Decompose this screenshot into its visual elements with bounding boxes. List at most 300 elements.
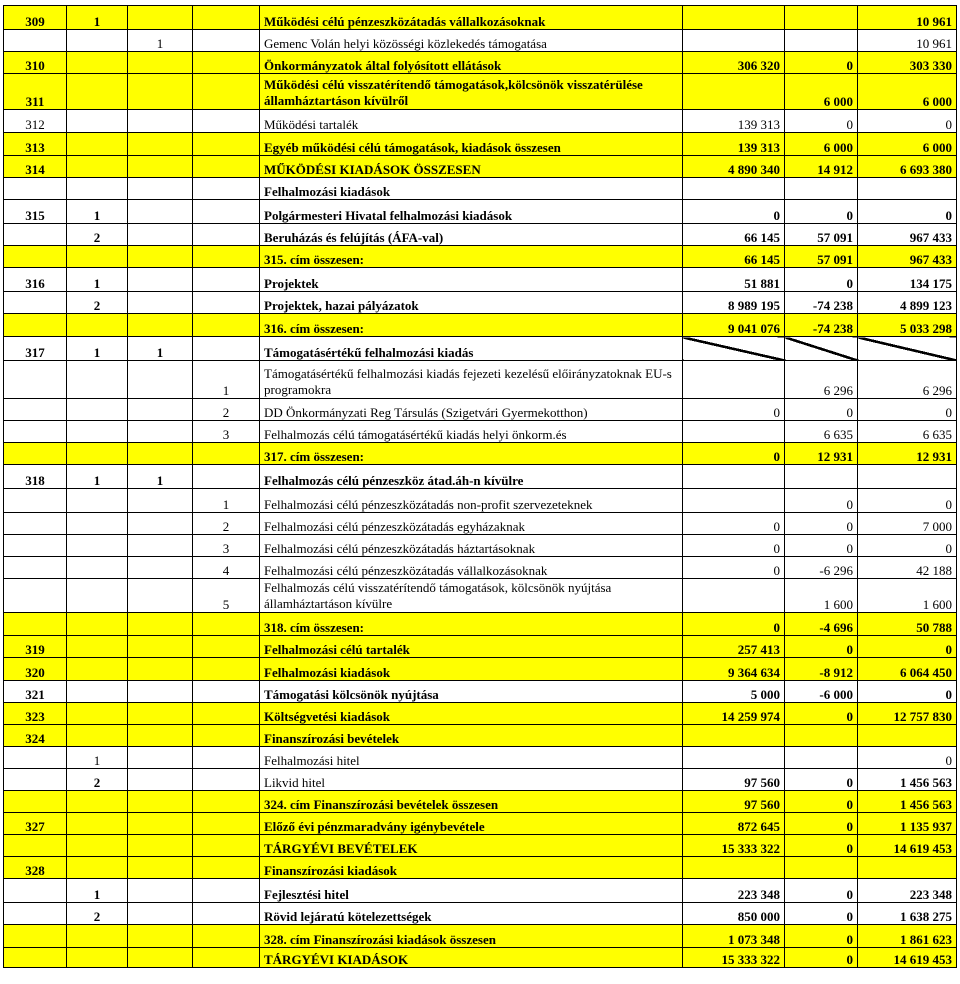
value3-cell: 134 175	[858, 268, 957, 292]
value1-cell: 14 259 974	[683, 703, 785, 725]
value2-cell: 6 000	[785, 74, 858, 110]
label-cell: Felhalmozás célú pénzeszköz átad.áh-n kívülre	[260, 465, 683, 489]
value2-cell: 0	[785, 535, 858, 557]
sub3-cell: 4	[193, 557, 260, 579]
sub1-cell	[67, 579, 128, 613]
value2-cell: 0	[785, 513, 858, 535]
value1-cell	[683, 465, 785, 489]
sub1-cell	[67, 399, 128, 421]
code-cell	[4, 246, 67, 268]
value3-cell: 0	[858, 200, 957, 224]
sub3-cell	[193, 835, 260, 857]
value1-cell: 4 890 340	[683, 156, 785, 178]
table-row	[4, 110, 957, 133]
sub1-cell	[67, 178, 128, 200]
sub1-cell	[67, 74, 128, 110]
sub1-cell	[67, 658, 128, 681]
sub1-cell	[67, 703, 128, 725]
value3-cell	[858, 337, 957, 361]
sub1-cell	[67, 52, 128, 74]
value1-cell	[683, 725, 785, 747]
sub1-cell	[67, 110, 128, 133]
code-cell: 323	[4, 703, 67, 725]
table-row	[4, 6, 957, 30]
code-cell: 313	[4, 133, 67, 156]
value3-cell: 967 433	[858, 224, 957, 246]
label-cell: Fejlesztési hitel	[260, 879, 683, 903]
label-cell: Felhalmozási célú tartalék	[260, 636, 683, 658]
value2-cell	[785, 337, 858, 361]
value1-cell: 66 145	[683, 246, 785, 268]
sub3-cell	[193, 133, 260, 156]
value2-cell: -74 238	[785, 292, 858, 314]
sub3-cell	[193, 465, 260, 489]
sub3-cell	[193, 769, 260, 791]
code-cell	[4, 579, 67, 613]
value3-cell: 0	[858, 399, 957, 421]
value1-cell: 139 313	[683, 133, 785, 156]
sub3-cell	[193, 52, 260, 74]
code-cell: 328	[4, 857, 67, 879]
sub3-cell	[193, 314, 260, 337]
label-cell: 317. cím összesen:	[260, 443, 683, 465]
value3-cell: 303 330	[858, 52, 957, 74]
label-cell: Működési célú pénzeszközátadás vállalkozásoknak	[260, 6, 683, 30]
value2-cell: 6 296	[785, 361, 858, 399]
value3-cell: 0	[858, 489, 957, 513]
sub3-cell	[193, 443, 260, 465]
sub3-cell: 1	[193, 489, 260, 513]
value1-cell: 1 073 348	[683, 925, 785, 948]
label-cell: Felhalmozás célú támogatásértékű kiadás helyi önkorm.és	[260, 421, 683, 443]
sub1-cell	[67, 681, 128, 703]
label-cell: Felhalmozási célú pénzeszközátadás vállalkozásoknak	[260, 557, 683, 579]
value1-cell: 306 320	[683, 52, 785, 74]
value3-cell: 1 638 275	[858, 903, 957, 925]
table-row	[4, 658, 957, 681]
sub3-cell	[193, 791, 260, 813]
label-cell: 315. cím összesen:	[260, 246, 683, 268]
value3-cell	[858, 857, 957, 879]
value3-cell: 12 757 830	[858, 703, 957, 725]
sub3-cell	[193, 658, 260, 681]
budget-table-body	[4, 6, 957, 968]
code-cell	[4, 178, 67, 200]
table-row	[4, 399, 957, 421]
value3-cell: 1 861 623	[858, 925, 957, 948]
value3-cell: 14 619 453	[858, 835, 957, 857]
value1-cell: 0	[683, 513, 785, 535]
value1-cell: 15 333 322	[683, 948, 785, 968]
label-cell: Finanszírozási kiadások	[260, 857, 683, 879]
code-cell	[4, 513, 67, 535]
sub3-cell	[193, 636, 260, 658]
code-cell	[4, 292, 67, 314]
sub3-cell	[193, 703, 260, 725]
label-cell: Működési célú visszatérítendő támogatások,kölcsönök visszatérülése államháztartáson kívülről	[260, 74, 683, 110]
sub1-cell: 2	[67, 903, 128, 925]
code-cell	[4, 314, 67, 337]
table-row	[4, 835, 957, 857]
sub3-cell	[193, 246, 260, 268]
sub1-cell: 2	[67, 769, 128, 791]
label-cell: Támogatási kölcsönök nyújtása	[260, 681, 683, 703]
sub1-cell	[67, 925, 128, 948]
sub1-cell	[67, 133, 128, 156]
sub1-cell	[67, 361, 128, 399]
value3-cell	[858, 725, 957, 747]
table-row	[4, 489, 957, 513]
sub3-cell	[193, 948, 260, 968]
sub2-cell	[128, 224, 193, 246]
table-row	[4, 925, 957, 948]
sub2-cell	[128, 703, 193, 725]
value1-cell	[683, 178, 785, 200]
value1-cell	[683, 337, 785, 361]
sub2-cell	[128, 489, 193, 513]
value2-cell: -8 912	[785, 658, 858, 681]
sub2-cell	[128, 903, 193, 925]
value2-cell: 12 931	[785, 443, 858, 465]
value1-cell: 15 333 322	[683, 835, 785, 857]
code-cell	[4, 925, 67, 948]
sub1-cell	[67, 857, 128, 879]
sub1-cell	[67, 835, 128, 857]
value3-cell: 967 433	[858, 246, 957, 268]
value1-cell	[683, 489, 785, 513]
label-cell: TÁRGYÉVI KIADÁSOK	[260, 948, 683, 968]
table-row	[4, 791, 957, 813]
value1-cell: 850 000	[683, 903, 785, 925]
value2-cell	[785, 747, 858, 769]
label-cell: 324. cím Finanszírozási bevételek összesen	[260, 791, 683, 813]
sub1-cell	[67, 443, 128, 465]
table-row	[4, 224, 957, 246]
table-row	[4, 725, 957, 747]
table-row	[4, 133, 957, 156]
sub2-cell	[128, 535, 193, 557]
sub2-cell	[128, 133, 193, 156]
sub1-cell: 1	[67, 879, 128, 903]
label-cell: Előző évi pénzmaradvány igénybevétele	[260, 813, 683, 835]
label-cell: DD Önkormányzati Reg Társulás (Szigetvári Gyermekotthon)	[260, 399, 683, 421]
sub1-cell	[67, 791, 128, 813]
budget-table	[3, 5, 957, 968]
label-cell: 328. cím Finanszírozási kiadások összesen	[260, 925, 683, 948]
value2-cell	[785, 725, 858, 747]
sub3-cell	[193, 925, 260, 948]
sub2-cell	[128, 925, 193, 948]
value2-cell: -6 296	[785, 557, 858, 579]
code-cell	[4, 769, 67, 791]
table-row	[4, 421, 957, 443]
value3-cell: 5 033 298	[858, 314, 957, 337]
sub2-cell	[128, 443, 193, 465]
code-cell	[4, 399, 67, 421]
table-row	[4, 246, 957, 268]
sub2-cell	[128, 74, 193, 110]
sub3-cell	[193, 725, 260, 747]
sub2-cell	[128, 747, 193, 769]
code-cell	[4, 489, 67, 513]
value3-cell: 42 188	[858, 557, 957, 579]
code-cell	[4, 443, 67, 465]
sub1-cell	[67, 636, 128, 658]
value3-cell: 6 635	[858, 421, 957, 443]
value1-cell: 97 560	[683, 769, 785, 791]
table-row	[4, 903, 957, 925]
value1-cell: 223 348	[683, 879, 785, 903]
code-cell	[4, 421, 67, 443]
sub3-cell	[193, 857, 260, 879]
table-row	[4, 156, 957, 178]
value2-cell: 0	[785, 948, 858, 968]
value2-cell: 0	[785, 813, 858, 835]
table-row	[4, 292, 957, 314]
sub2-cell	[128, 879, 193, 903]
sub2-cell	[128, 948, 193, 968]
value2-cell	[785, 465, 858, 489]
value3-cell: 1 456 563	[858, 791, 957, 813]
value3-cell: 6 296	[858, 361, 957, 399]
value2-cell: 6 635	[785, 421, 858, 443]
label-cell: Felhalmozási célú pénzeszközátadás egyházaknak	[260, 513, 683, 535]
code-cell: 315	[4, 200, 67, 224]
value3-cell: 4 899 123	[858, 292, 957, 314]
value1-cell: 8 989 195	[683, 292, 785, 314]
value3-cell	[858, 465, 957, 489]
code-cell	[4, 557, 67, 579]
sub2-cell: 1	[128, 30, 193, 52]
value2-cell: 0	[785, 200, 858, 224]
code-cell	[4, 747, 67, 769]
value1-cell: 0	[683, 613, 785, 636]
code-cell	[4, 791, 67, 813]
value2-cell: 14 912	[785, 156, 858, 178]
sub3-cell	[193, 224, 260, 246]
sub3-cell	[193, 200, 260, 224]
label-cell: Projektek, hazai pályázatok	[260, 292, 683, 314]
sub2-cell	[128, 813, 193, 835]
table-row	[4, 681, 957, 703]
sub3-cell	[193, 30, 260, 52]
code-cell	[4, 835, 67, 857]
value1-cell	[683, 74, 785, 110]
sub3-cell	[193, 613, 260, 636]
code-cell	[4, 361, 67, 399]
sub2-cell	[128, 399, 193, 421]
sub2-cell	[128, 513, 193, 535]
label-cell: Polgármesteri Hivatal felhalmozási kiadások	[260, 200, 683, 224]
table-row	[4, 268, 957, 292]
value1-cell: 139 313	[683, 110, 785, 133]
value1-cell: 97 560	[683, 791, 785, 813]
value1-cell	[683, 421, 785, 443]
label-cell: Működési tartalék	[260, 110, 683, 133]
sub3-cell: 2	[193, 513, 260, 535]
sub1-cell: 1	[67, 465, 128, 489]
value3-cell: 1 456 563	[858, 769, 957, 791]
sub1-cell: 2	[67, 224, 128, 246]
label-cell: Beruházás és felújítás (ÁFA-val)	[260, 224, 683, 246]
value2-cell	[785, 178, 858, 200]
sub2-cell	[128, 636, 193, 658]
label-cell: Projektek	[260, 268, 683, 292]
sub3-cell	[193, 6, 260, 30]
value3-cell: 1 600	[858, 579, 957, 613]
value1-cell: 51 881	[683, 268, 785, 292]
value1-cell: 0	[683, 443, 785, 465]
value3-cell: 0	[858, 110, 957, 133]
table-row	[4, 314, 957, 337]
value2-cell: 0	[785, 879, 858, 903]
code-cell	[4, 30, 67, 52]
code-cell: 317	[4, 337, 67, 361]
table-row	[4, 465, 957, 489]
value1-cell: 66 145	[683, 224, 785, 246]
sub1-cell	[67, 156, 128, 178]
sub1-cell	[67, 246, 128, 268]
table-row	[4, 513, 957, 535]
label-cell: Támogatásértékű felhalmozási kiadás fejezeti kezelésű előirányzatoknak EU-s programokra	[260, 361, 683, 399]
value2-cell: 57 091	[785, 224, 858, 246]
value2-cell	[785, 30, 858, 52]
sub1-cell: 1	[67, 6, 128, 30]
value1-cell: 5 000	[683, 681, 785, 703]
label-cell: Rövid lejáratú kötelezettségek	[260, 903, 683, 925]
value2-cell: 0	[785, 52, 858, 74]
value3-cell: 1 135 937	[858, 813, 957, 835]
value2-cell: -6 000	[785, 681, 858, 703]
value2-cell	[785, 6, 858, 30]
sub3-cell	[193, 110, 260, 133]
table-row	[4, 813, 957, 835]
value2-cell: 0	[785, 110, 858, 133]
sub2-cell	[128, 579, 193, 613]
value3-cell: 7 000	[858, 513, 957, 535]
value2-cell: -74 238	[785, 314, 858, 337]
sub3-cell	[193, 292, 260, 314]
sub2-cell	[128, 857, 193, 879]
sub1-cell	[67, 30, 128, 52]
value3-cell: 12 931	[858, 443, 957, 465]
sub2-cell	[128, 268, 193, 292]
value1-cell: 9 041 076	[683, 314, 785, 337]
label-cell: 316. cím összesen:	[260, 314, 683, 337]
sub3-cell	[193, 903, 260, 925]
code-cell: 311	[4, 74, 67, 110]
value1-cell: 872 645	[683, 813, 785, 835]
sub1-cell: 1	[67, 200, 128, 224]
table-row	[4, 579, 957, 613]
value3-cell: 0	[858, 681, 957, 703]
sub2-cell	[128, 246, 193, 268]
table-row	[4, 535, 957, 557]
table-row	[4, 30, 957, 52]
label-cell: Egyéb működési célú támogatások, kiadások összesen	[260, 133, 683, 156]
sub2-cell	[128, 791, 193, 813]
value1-cell: 0	[683, 200, 785, 224]
value3-cell	[858, 178, 957, 200]
code-cell: 318	[4, 465, 67, 489]
sub1-cell	[67, 513, 128, 535]
sub2-cell	[128, 557, 193, 579]
value2-cell: 0	[785, 399, 858, 421]
sub3-cell	[193, 74, 260, 110]
sub2-cell	[128, 314, 193, 337]
value2-cell: 0	[785, 268, 858, 292]
sub2-cell	[128, 725, 193, 747]
sub3-cell	[193, 337, 260, 361]
sub1-cell	[67, 489, 128, 513]
table-row	[4, 747, 957, 769]
table-row	[4, 769, 957, 791]
value2-cell: 0	[785, 835, 858, 857]
code-cell: 312	[4, 110, 67, 133]
value2-cell: 0	[785, 769, 858, 791]
code-cell	[4, 224, 67, 246]
value1-cell	[683, 579, 785, 613]
value1-cell: 0	[683, 399, 785, 421]
code-cell	[4, 948, 67, 968]
code-cell: 314	[4, 156, 67, 178]
sub1-cell	[67, 421, 128, 443]
sub3-cell: 5	[193, 579, 260, 613]
sub2-cell	[128, 658, 193, 681]
value3-cell: 223 348	[858, 879, 957, 903]
code-cell: 316	[4, 268, 67, 292]
value3-cell: 6 000	[858, 74, 957, 110]
table-row	[4, 74, 957, 110]
label-cell: Felhalmozási kiadások	[260, 178, 683, 200]
sub2-cell	[128, 769, 193, 791]
code-cell: 309	[4, 6, 67, 30]
value3-cell: 0	[858, 636, 957, 658]
sub3-cell: 2	[193, 399, 260, 421]
value3-cell: 50 788	[858, 613, 957, 636]
value3-cell: 6 064 450	[858, 658, 957, 681]
sub2-cell	[128, 681, 193, 703]
code-cell	[4, 903, 67, 925]
sub1-cell: 1	[67, 747, 128, 769]
code-cell	[4, 535, 67, 557]
sub2-cell	[128, 6, 193, 30]
sub3-cell	[193, 813, 260, 835]
value2-cell: 0	[785, 489, 858, 513]
value1-cell	[683, 6, 785, 30]
sub1-cell: 2	[67, 292, 128, 314]
sub2-cell: 1	[128, 465, 193, 489]
label-cell: MŰKÖDÉSI KIADÁSOK ÖSSZESEN	[260, 156, 683, 178]
sub2-cell	[128, 421, 193, 443]
code-cell: 320	[4, 658, 67, 681]
value3-cell: 10 961	[858, 30, 957, 52]
label-cell: Felhalmozási kiadások	[260, 658, 683, 681]
value1-cell: 9 364 634	[683, 658, 785, 681]
code-cell: 319	[4, 636, 67, 658]
table-row	[4, 879, 957, 903]
table-row	[4, 703, 957, 725]
sub3-cell: 3	[193, 421, 260, 443]
sub3-cell: 3	[193, 535, 260, 557]
code-cell: 324	[4, 725, 67, 747]
sub1-cell	[67, 813, 128, 835]
label-cell: Felhalmozási hitel	[260, 747, 683, 769]
value1-cell	[683, 361, 785, 399]
sub2-cell	[128, 178, 193, 200]
sub1-cell	[67, 948, 128, 968]
sub3-cell	[193, 681, 260, 703]
